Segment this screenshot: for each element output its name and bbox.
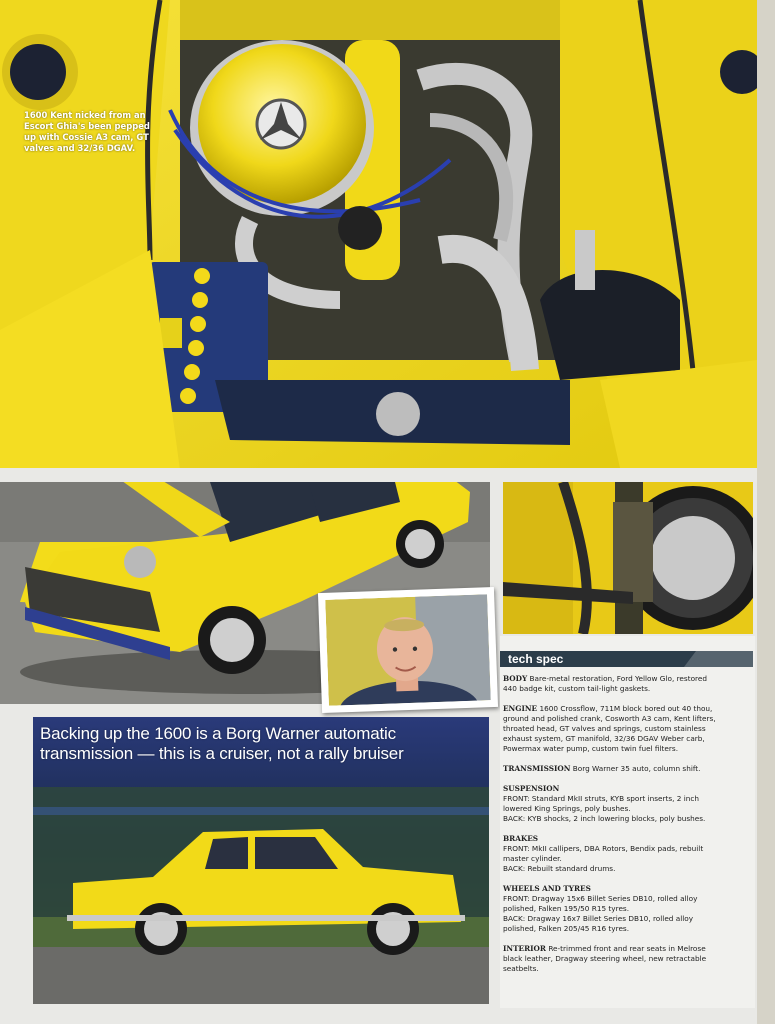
spec-heading: ENGINE	[503, 704, 538, 713]
spec-heading: BRAKES	[503, 834, 539, 843]
spec-text: Borg Warner 35 auto, column shift.	[572, 764, 701, 773]
spec-heading: WHEELS AND TYRES	[503, 884, 591, 893]
owner-portrait-frame	[318, 587, 498, 713]
spec-line: BACK: KYB shocks, 2 inch lowering blocks, poly bushes.	[503, 814, 706, 823]
spec-heading: INTERIOR	[503, 944, 546, 953]
tech-spec-list	[503, 674, 721, 984]
engine-caption: 1600 Kent nicked from an Escort Ghia's been pepped up with Cossie A3 cam, GT valves and 32/36 DGAV.	[24, 110, 150, 153]
spec-interior	[503, 944, 721, 974]
spec-text: Bare-metal restoration, Ford Yellow Glo, restored 440 badge kit, custom tail-light gaskets.	[503, 674, 708, 693]
spec-line: BACK: Dragway 16x7 Billet Series DB10, rolled alloy polished, Falken 205/45 R16 tyres.	[503, 914, 694, 933]
spec-engine	[503, 704, 721, 754]
spec-transmission	[503, 764, 721, 774]
suspension-detail-photo	[503, 482, 753, 634]
spec-line: BACK: Rebuilt standard drums.	[503, 864, 616, 873]
tech-spec-title: tech spec	[508, 652, 564, 666]
spec-suspension	[503, 784, 721, 824]
spec-line: FRONT: MkII callipers, DBA Rotors, Bendix pads, rebuilt master cylinder.	[503, 844, 704, 863]
spec-line: FRONT: Standard MkII struts, KYB sport inserts, 2 inch lowered King Springs, poly bushes.	[503, 794, 700, 813]
pull-quote: Backing up the 1600 is a Borg Warner automatic transmission — this is a cruiser, not a rally bruiser	[40, 724, 404, 763]
spec-text: 1600 Crossflow, 711M block bored out 40 thou, ground and polished crank, Cosworth A3 cam, Kent lifters, throated head, GT valves and springs, custom stainless exhaust system, GT manifold, 32/36 DGAV Weber carb, Powermax water pump, custom twin fuel filters.	[503, 704, 716, 753]
owner-portrait-photo	[325, 594, 491, 706]
spec-brakes	[503, 834, 721, 874]
spec-heading: TRANSMISSION	[503, 764, 571, 773]
spec-heading: BODY	[503, 674, 528, 683]
spec-line: FRONT: Dragway 15x6 Billet Series DB10, rolled alloy polished, Falken 195/50 R15 tyres.	[503, 894, 698, 913]
spec-text: Re-trimmed front and rear seats in Melrose black leather, Dragway steering wheel, new retractable seatbelts.	[503, 944, 707, 973]
engine-bay-photo	[0, 0, 757, 468]
spec-body	[503, 674, 721, 694]
page-edge-strip	[757, 0, 775, 1024]
spec-wheels-and-tyres	[503, 884, 721, 934]
spec-heading: SUSPENSION	[503, 784, 560, 793]
